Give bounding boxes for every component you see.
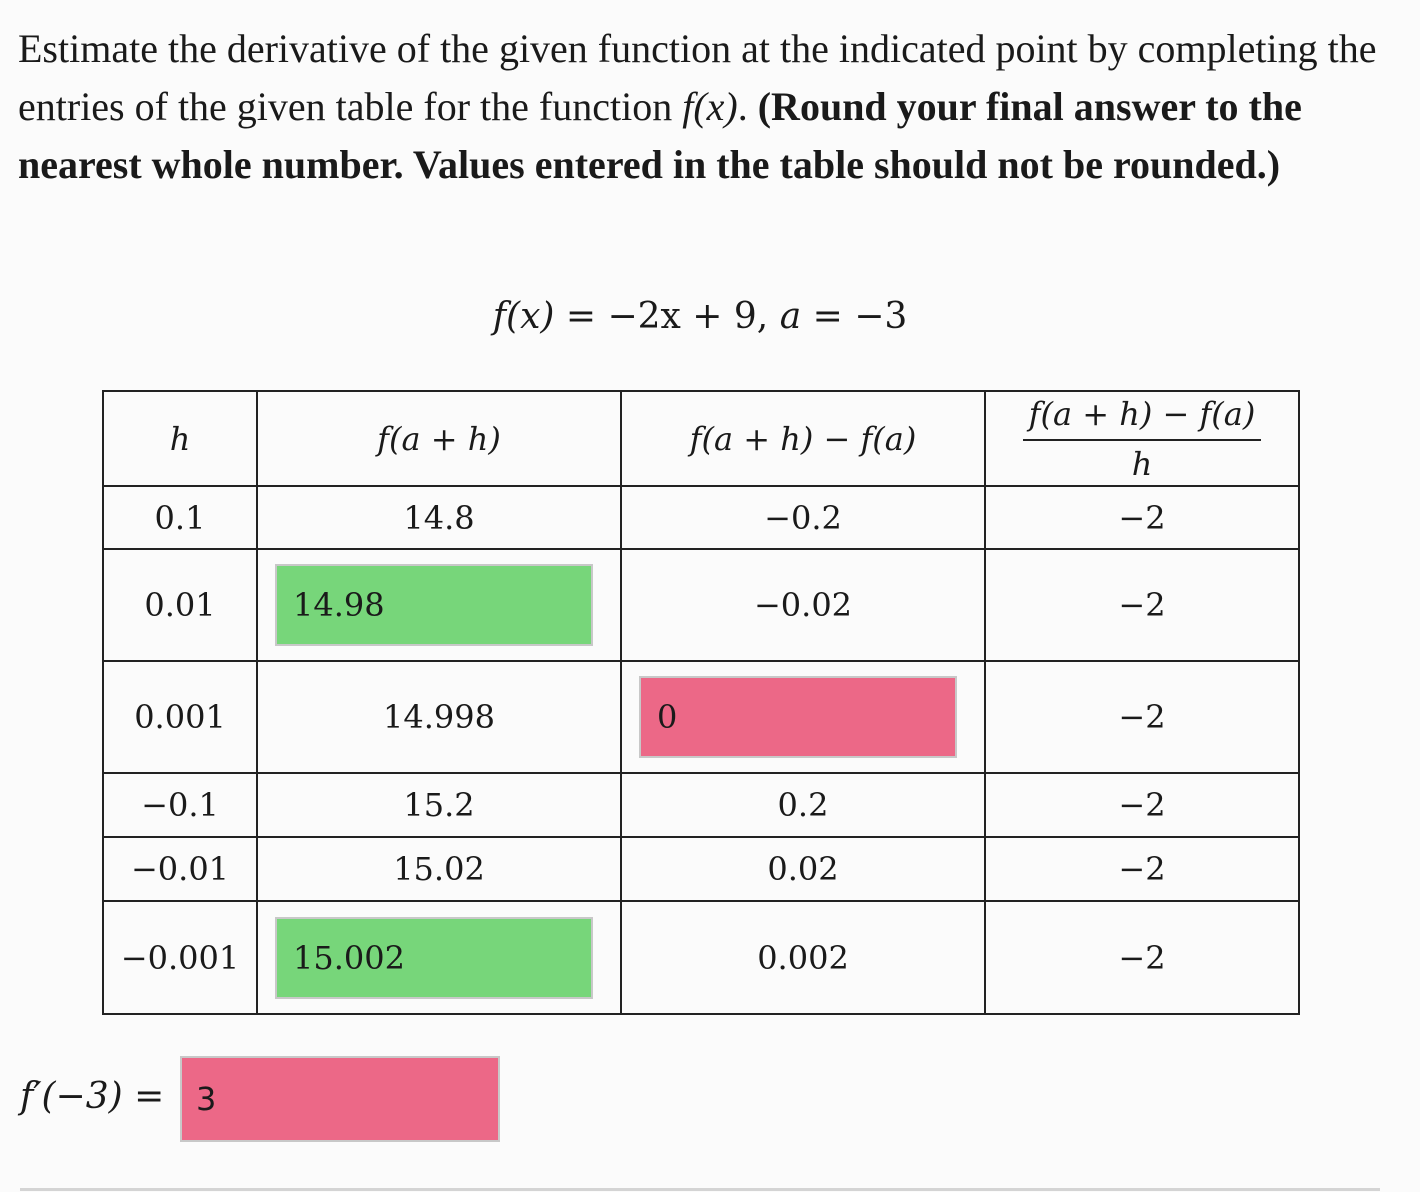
derivative-equals: = [122,1076,165,1117]
header-h [103,391,257,486]
header-fah-text: f(a + h) [377,419,501,458]
header-difference [621,391,985,486]
derivative-fn: f′(−3) [20,1076,123,1117]
table-row [103,661,1299,773]
question-prompt [18,20,1398,194]
table-row [103,773,1299,837]
quotient-fraction [1023,395,1262,483]
equation-a-label: a [779,296,802,337]
table-row [103,486,1299,549]
cell-quotient: −2 [985,549,1299,661]
difference-quotient-table [102,390,1300,1015]
cell-quotient: −2 [985,837,1299,901]
equation-rhs: = −2x + 9, [554,296,780,337]
cell-fah: 15.02 [257,837,621,901]
cell-h: −0.1 [103,773,257,837]
cell-fah-input-wrapper [257,549,621,661]
cell-fah: 14.998 [257,661,621,773]
header-quotient [985,391,1299,486]
cell-quotient: −2 [985,486,1299,549]
fah-answer-input-correct[interactable]: 14.98 [275,564,593,646]
table-row [103,901,1299,1014]
equation-a-value: = −3 [801,296,908,337]
cell-diff: 0.2 [621,773,985,837]
diff-answer-input-incorrect[interactable]: 0 [639,676,957,758]
cell-h: 0.001 [103,661,257,773]
cell-h: −0.001 [103,901,257,1014]
cell-quotient: −2 [985,773,1299,837]
cell-diff: 0.02 [621,837,985,901]
header-f-a-plus-h [257,391,621,486]
prompt-period: . [737,84,758,129]
cell-h: 0.01 [103,549,257,661]
equation-lhs: f(x) [492,296,555,337]
derivative-label [20,1076,164,1117]
cell-quotient: −2 [985,901,1299,1014]
cell-fah: 15.2 [257,773,621,837]
prompt-intro: Estimate the derivative of the given function at the indicated point by completing the entries of the given table for the function [18,26,1377,129]
cell-diff: 0.002 [621,901,985,1014]
cell-diff-input-wrapper [621,661,985,773]
table-header-row [103,391,1299,486]
prompt-function: f(x) [682,84,738,129]
quotient-numerator: f(a + h) − f(a) [1023,395,1262,441]
table-row [103,837,1299,901]
cell-h: −0.01 [103,837,257,901]
function-equation [0,296,1400,337]
fah-answer-input-correct[interactable]: 15.002 [275,917,593,999]
cell-h: 0.1 [103,486,257,549]
divider [20,1188,1380,1191]
header-h-text: h [169,419,191,458]
cell-fah-input-wrapper [257,901,621,1014]
cell-fah: 14.8 [257,486,621,549]
cell-diff: −0.2 [621,486,985,549]
cell-quotient: −2 [985,661,1299,773]
cell-diff: −0.02 [621,549,985,661]
derivative-answer-input-incorrect[interactable]: 3 [180,1056,500,1142]
table-row [103,549,1299,661]
prompt-rounding-note: (Round your final answer to the nearest whole number. Values entered in the table should not be rounded.) [18,84,1302,187]
header-diff-text: f(a + h) − f(a) [689,419,917,458]
quotient-denominator: h [1131,444,1153,483]
